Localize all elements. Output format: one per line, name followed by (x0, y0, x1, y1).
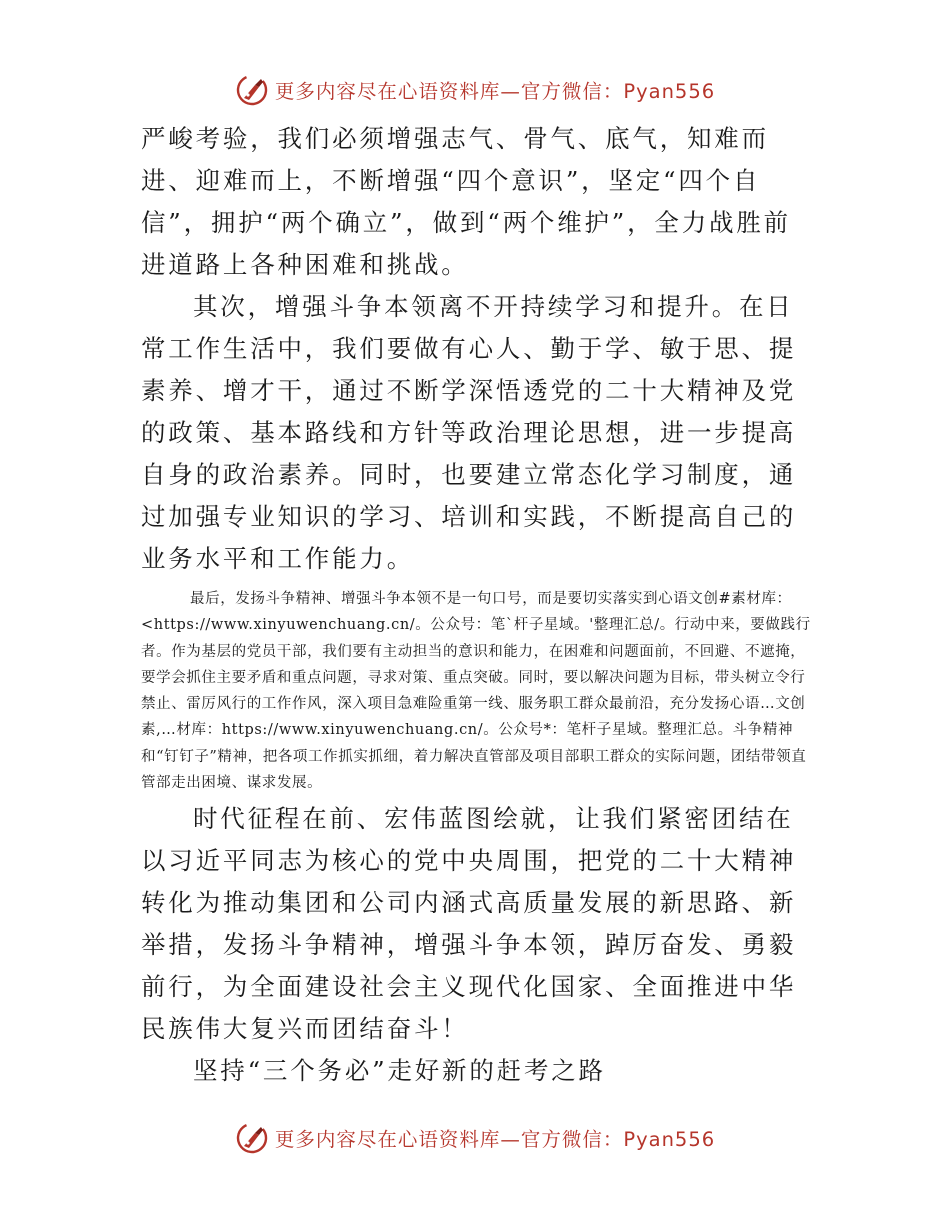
paragraph-finally-small: 最后，发扬斗争精神、增强斗争本领不是一句口号，而是要切实落实到心语文创#素材库：<https://www.xinyuwenchuang.cn/。公众号：笔`杆子星域。'整理汇总/。行动中来，要做践行者。作为基层的党员干部，我们要有主动担当的意识和能力，在困难和问题面前，不回避、不遮掩，要学会抓住主要矛盾和重点问题，寻求对策、重点突破。同时，要以解决问题为目标，带头树立令行禁止、雷厉风行的工作作风，深入项目急难险重第一线、服务职工群众最前沿，充分发扬心语…文创素,…材库：https://www.xinyuwenchuang.cn/。公众号*：笔杆子星域。整理汇总。斗争精神和“钉钉子”精神，把各项工作抓实抓细，着力解决直管部及项目部职工群众的实际问题，团结带领直管部走出困境、谋求发展。 (141, 591, 811, 792)
footer-watermark-banner (0, 1118, 950, 1158)
section-heading: 坚持“三个务必”走好新的赶考之路 (193, 1056, 606, 1086)
pen-nib-logo-icon (235, 1121, 269, 1155)
paragraph-conclusion: 时代征程在前、宏伟蓝图绘就，让我们紧密团结在以习近平同志为核心的党中央周围，把党的二十大精神转化为推动集团和公司内涵式高质量发展的新思路、新举措，发扬斗争精神，增强斗争本领，踔厉奋发、勇毅前行，为全面建设社会主义现代化国家、全面推进中华民族伟大复兴而团结奋斗！ (141, 804, 797, 1044)
paragraph-secondly: 其次，增强斗争本领离不开持续学习和提升。在日常工作生活中，我们要做有心人、勤于学、敏于思、提素养、增才干，通过不断学深悟透党的二十大精神及党的政策、基本路线和方针等政治理论思想，进一步提高自身的政治素养。同时，也要建立常态化学习制度，通过加强专业知识的学习、培训和实践，不断提高自己的业务水平和工作能力。 (141, 292, 797, 573)
paragraph-continued: 严峻考验，我们必须增强志气、骨气、底气，知难而进、迎难而上，不断增强“四个意识”，坚定“四个自信”，拥护“两个确立”，做到“两个维护”，全力战胜前进道路上各种困难和挑战。 (141, 124, 791, 279)
banner-text: 更多内容尽在心语资料库—官方微信：Pyan556 (274, 80, 716, 103)
pen-nib-logo-icon (235, 73, 269, 107)
banner-text: 更多内容尽在心语资料库—官方微信：Pyan556 (274, 1128, 716, 1151)
header-watermark-banner (0, 70, 950, 110)
document-body (141, 118, 813, 1092)
